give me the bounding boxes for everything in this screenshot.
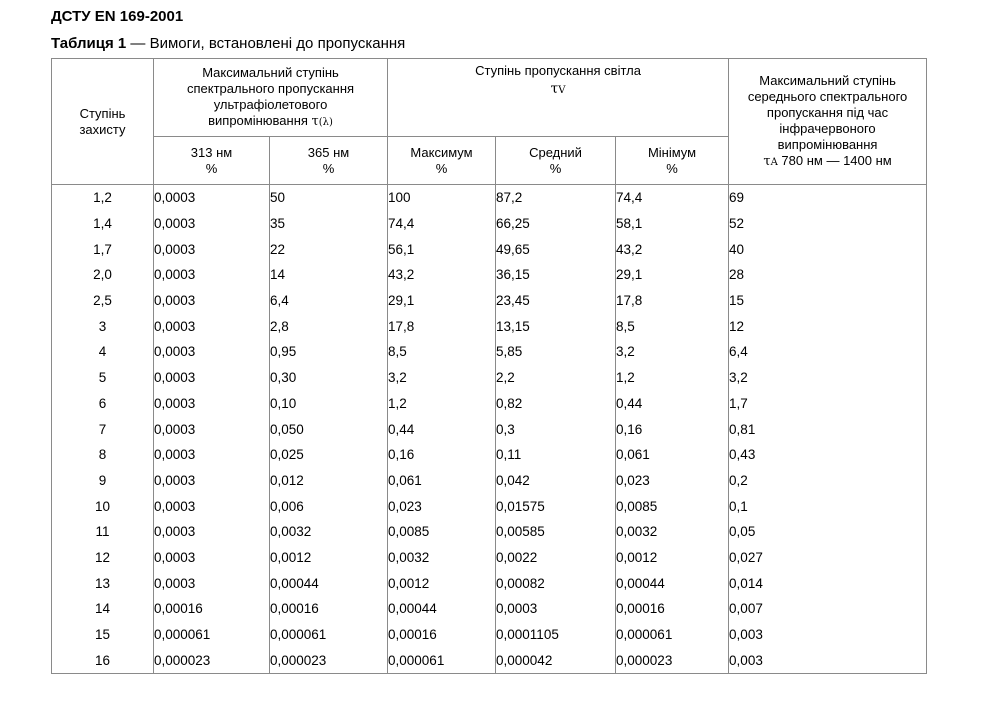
- document-code: ДСТУ EN 169-2001: [51, 8, 184, 25]
- vis-max-cell: 8,5: [388, 339, 496, 365]
- vis-min-cell: 0,0012: [616, 545, 729, 571]
- vis-max-cell: 0,00016: [388, 622, 496, 648]
- table-row: [52, 570, 927, 596]
- ir-cell: 1,7: [729, 391, 927, 417]
- vis-min-cell: 58,1: [616, 211, 729, 237]
- vis-max-cell: 0,0032: [388, 545, 496, 571]
- uv313-cell: 0,0003: [154, 493, 270, 519]
- vis-avg-cell: 0,82: [496, 391, 616, 417]
- uv365-cell: 2,8: [270, 313, 388, 339]
- grade-cell: 11: [52, 519, 154, 545]
- uv313-cell: 0,0003: [154, 468, 270, 494]
- table-row: [52, 236, 927, 262]
- vis-min-cell: 17,8: [616, 288, 729, 314]
- vis-max-cell: 0,0012: [388, 570, 496, 596]
- ir-cell: 69: [729, 185, 927, 211]
- uv365-cell: 0,30: [270, 365, 388, 391]
- uv365-cell: 0,000061: [270, 622, 388, 648]
- table-row: [52, 262, 927, 288]
- vis-max-cell: 0,00044: [388, 596, 496, 622]
- vis-avg-cell: 5,85: [496, 339, 616, 365]
- table-row: [52, 185, 927, 211]
- grade-cell: 1,7: [52, 236, 154, 262]
- grade-cell: 13: [52, 570, 154, 596]
- header-ir-group: Максимальний ступінь середнього спектрального пропускання під час інфрачервоного випромінювання τA 780 нм — 1400 нм: [729, 59, 927, 185]
- vis-max-cell: 0,000061: [388, 647, 496, 673]
- caption-text: Вимоги, встановлені до пропускання: [149, 35, 406, 52]
- header-uv-symbol: τ(λ): [311, 113, 333, 129]
- vis-avg-cell: 0,3: [496, 416, 616, 442]
- ir-cell: 28: [729, 262, 927, 288]
- uv313-cell: 0,0003: [154, 185, 270, 211]
- uv365-cell: 35: [270, 211, 388, 237]
- uv365-cell: 0,95: [270, 339, 388, 365]
- vis-max-cell: 0,16: [388, 442, 496, 468]
- vis-max-cell: 29,1: [388, 288, 496, 314]
- uv365-cell: 0,050: [270, 416, 388, 442]
- grade-cell: 2,5: [52, 288, 154, 314]
- vis-avg-cell: 13,15: [496, 313, 616, 339]
- ir-cell: 52: [729, 211, 927, 237]
- uv313-cell: 0,0003: [154, 339, 270, 365]
- vis-min-cell: 0,00044: [616, 570, 729, 596]
- vis-avg-cell: 87,2: [496, 185, 616, 211]
- uv313-cell: 0,0003: [154, 570, 270, 596]
- uv313-cell: 0,00016: [154, 596, 270, 622]
- ir-cell: 0,1: [729, 493, 927, 519]
- vis-avg-cell: 0,0001105: [496, 622, 616, 648]
- uv313-cell: 0,0003: [154, 313, 270, 339]
- vis-max-cell: 56,1: [388, 236, 496, 262]
- uv365-cell: 0,012: [270, 468, 388, 494]
- vis-avg-cell: 0,01575: [496, 493, 616, 519]
- ir-cell: 0,2: [729, 468, 927, 494]
- vis-max-cell: 43,2: [388, 262, 496, 288]
- table-row: [52, 365, 927, 391]
- table-row: [52, 442, 927, 468]
- grade-cell: 3: [52, 313, 154, 339]
- caption-separator: —: [126, 35, 150, 52]
- table-row: [52, 416, 927, 442]
- vis-max-cell: 0,44: [388, 416, 496, 442]
- uv365-cell: 0,0032: [270, 519, 388, 545]
- uv365-cell: 22: [270, 236, 388, 262]
- grade-cell: 16: [52, 647, 154, 673]
- header-uv-313: 313 нм %: [154, 137, 270, 185]
- vis-min-cell: 43,2: [616, 236, 729, 262]
- vis-min-cell: 0,16: [616, 416, 729, 442]
- vis-avg-cell: 66,25: [496, 211, 616, 237]
- uv313-cell: 0,000061: [154, 622, 270, 648]
- uv313-cell: 0,0003: [154, 288, 270, 314]
- table-row: [52, 468, 927, 494]
- table-row: [52, 647, 927, 673]
- header-visible-group: Ступінь пропускання світла τV: [388, 59, 729, 137]
- uv365-cell: 50: [270, 185, 388, 211]
- table-row: [52, 288, 927, 314]
- grade-cell: 9: [52, 468, 154, 494]
- table-row: [52, 545, 927, 571]
- header-ir-range: 780 нм — 1400 нм: [781, 152, 892, 168]
- ir-cell: 0,05: [729, 519, 927, 545]
- uv313-cell: 0,0003: [154, 262, 270, 288]
- requirements-table: [51, 58, 927, 674]
- vis-avg-cell: 49,65: [496, 236, 616, 262]
- vis-min-cell: 74,4: [616, 185, 729, 211]
- uv365-cell: 14: [270, 262, 388, 288]
- vis-min-cell: 0,000023: [616, 647, 729, 673]
- caption-label: Таблиця 1: [51, 35, 127, 52]
- uv313-cell: 0,0003: [154, 416, 270, 442]
- vis-max-cell: 0,023: [388, 493, 496, 519]
- grade-cell: 15: [52, 622, 154, 648]
- vis-min-cell: 0,44: [616, 391, 729, 417]
- vis-max-cell: 0,0085: [388, 519, 496, 545]
- header-vis-avg: Средний %: [496, 137, 616, 185]
- uv365-cell: 0,0012: [270, 545, 388, 571]
- ir-cell: 0,007: [729, 596, 927, 622]
- uv313-cell: 0,0003: [154, 365, 270, 391]
- uv313-cell: 0,0003: [154, 391, 270, 417]
- uv313-cell: 0,000023: [154, 647, 270, 673]
- table-row: [52, 313, 927, 339]
- vis-max-cell: 74,4: [388, 211, 496, 237]
- uv313-cell: 0,0003: [154, 519, 270, 545]
- header-vis-max: Максимум %: [388, 137, 496, 185]
- ir-cell: 0,027: [729, 545, 927, 571]
- vis-avg-cell: 0,0003: [496, 596, 616, 622]
- uv313-cell: 0,0003: [154, 211, 270, 237]
- vis-avg-cell: 0,00082: [496, 570, 616, 596]
- table-row: [52, 519, 927, 545]
- vis-avg-cell: 0,00585: [496, 519, 616, 545]
- vis-avg-cell: 36,15: [496, 262, 616, 288]
- ir-cell: 3,2: [729, 365, 927, 391]
- uv365-cell: 6,4: [270, 288, 388, 314]
- vis-min-cell: 1,2: [616, 365, 729, 391]
- uv313-cell: 0,0003: [154, 236, 270, 262]
- grade-cell: 12: [52, 545, 154, 571]
- grade-cell: 14: [52, 596, 154, 622]
- uv365-cell: 0,00016: [270, 596, 388, 622]
- vis-max-cell: 100: [388, 185, 496, 211]
- grade-cell: 6: [52, 391, 154, 417]
- header-grade: Ступінь захисту: [52, 59, 154, 185]
- grade-cell: 2,0: [52, 262, 154, 288]
- grade-cell: 8: [52, 442, 154, 468]
- grade-cell: 4: [52, 339, 154, 365]
- uv365-cell: 0,006: [270, 493, 388, 519]
- vis-avg-cell: 0,042: [496, 468, 616, 494]
- table-row: [52, 622, 927, 648]
- ir-cell: 6,4: [729, 339, 927, 365]
- vis-max-cell: 3,2: [388, 365, 496, 391]
- ir-cell: 0,81: [729, 416, 927, 442]
- table-row: [52, 211, 927, 237]
- grade-cell: 5: [52, 365, 154, 391]
- table-caption: [51, 35, 405, 52]
- header-uv-365: 365 нм %: [270, 137, 388, 185]
- vis-min-cell: 0,023: [616, 468, 729, 494]
- vis-min-cell: 0,061: [616, 442, 729, 468]
- vis-avg-cell: 0,11: [496, 442, 616, 468]
- vis-max-cell: 1,2: [388, 391, 496, 417]
- vis-avg-cell: 0,000042: [496, 647, 616, 673]
- vis-min-cell: 29,1: [616, 262, 729, 288]
- uv313-cell: 0,0003: [154, 545, 270, 571]
- vis-avg-cell: 2,2: [496, 365, 616, 391]
- vis-avg-cell: 0,0022: [496, 545, 616, 571]
- grade-cell: 1,2: [52, 185, 154, 211]
- vis-min-cell: 0,00016: [616, 596, 729, 622]
- grade-cell: 7: [52, 416, 154, 442]
- ir-cell: 0,003: [729, 622, 927, 648]
- table-row: [52, 596, 927, 622]
- vis-min-cell: 8,5: [616, 313, 729, 339]
- uv365-cell: 0,025: [270, 442, 388, 468]
- table-row: [52, 339, 927, 365]
- uv365-cell: 0,000023: [270, 647, 388, 673]
- vis-avg-cell: 23,45: [496, 288, 616, 314]
- vis-max-cell: 17,8: [388, 313, 496, 339]
- table-body: [52, 185, 927, 674]
- table-row: [52, 493, 927, 519]
- ir-cell: 0,43: [729, 442, 927, 468]
- uv365-cell: 0,10: [270, 391, 388, 417]
- vis-min-cell: 0,0032: [616, 519, 729, 545]
- ir-cell: 0,003: [729, 647, 927, 673]
- uv313-cell: 0,0003: [154, 442, 270, 468]
- vis-min-cell: 0,000061: [616, 622, 729, 648]
- ir-cell: 0,014: [729, 570, 927, 596]
- table-row: [52, 391, 927, 417]
- ir-cell: 40: [729, 236, 927, 262]
- vis-max-cell: 0,061: [388, 468, 496, 494]
- header-visible-symbol: τV: [550, 81, 566, 97]
- grade-cell: 10: [52, 493, 154, 519]
- uv365-cell: 0,00044: [270, 570, 388, 596]
- vis-min-cell: 3,2: [616, 339, 729, 365]
- vis-min-cell: 0,0085: [616, 493, 729, 519]
- ir-cell: 12: [729, 313, 927, 339]
- header-ir-symbol: τA: [763, 153, 778, 169]
- header-vis-min: Мінімум %: [616, 137, 729, 185]
- grade-cell: 1,4: [52, 211, 154, 237]
- ir-cell: 15: [729, 288, 927, 314]
- header-uv-group: Максимальний ступінь спектрального пропускання ультрафіолетового випромінювання τ(λ): [154, 59, 388, 137]
